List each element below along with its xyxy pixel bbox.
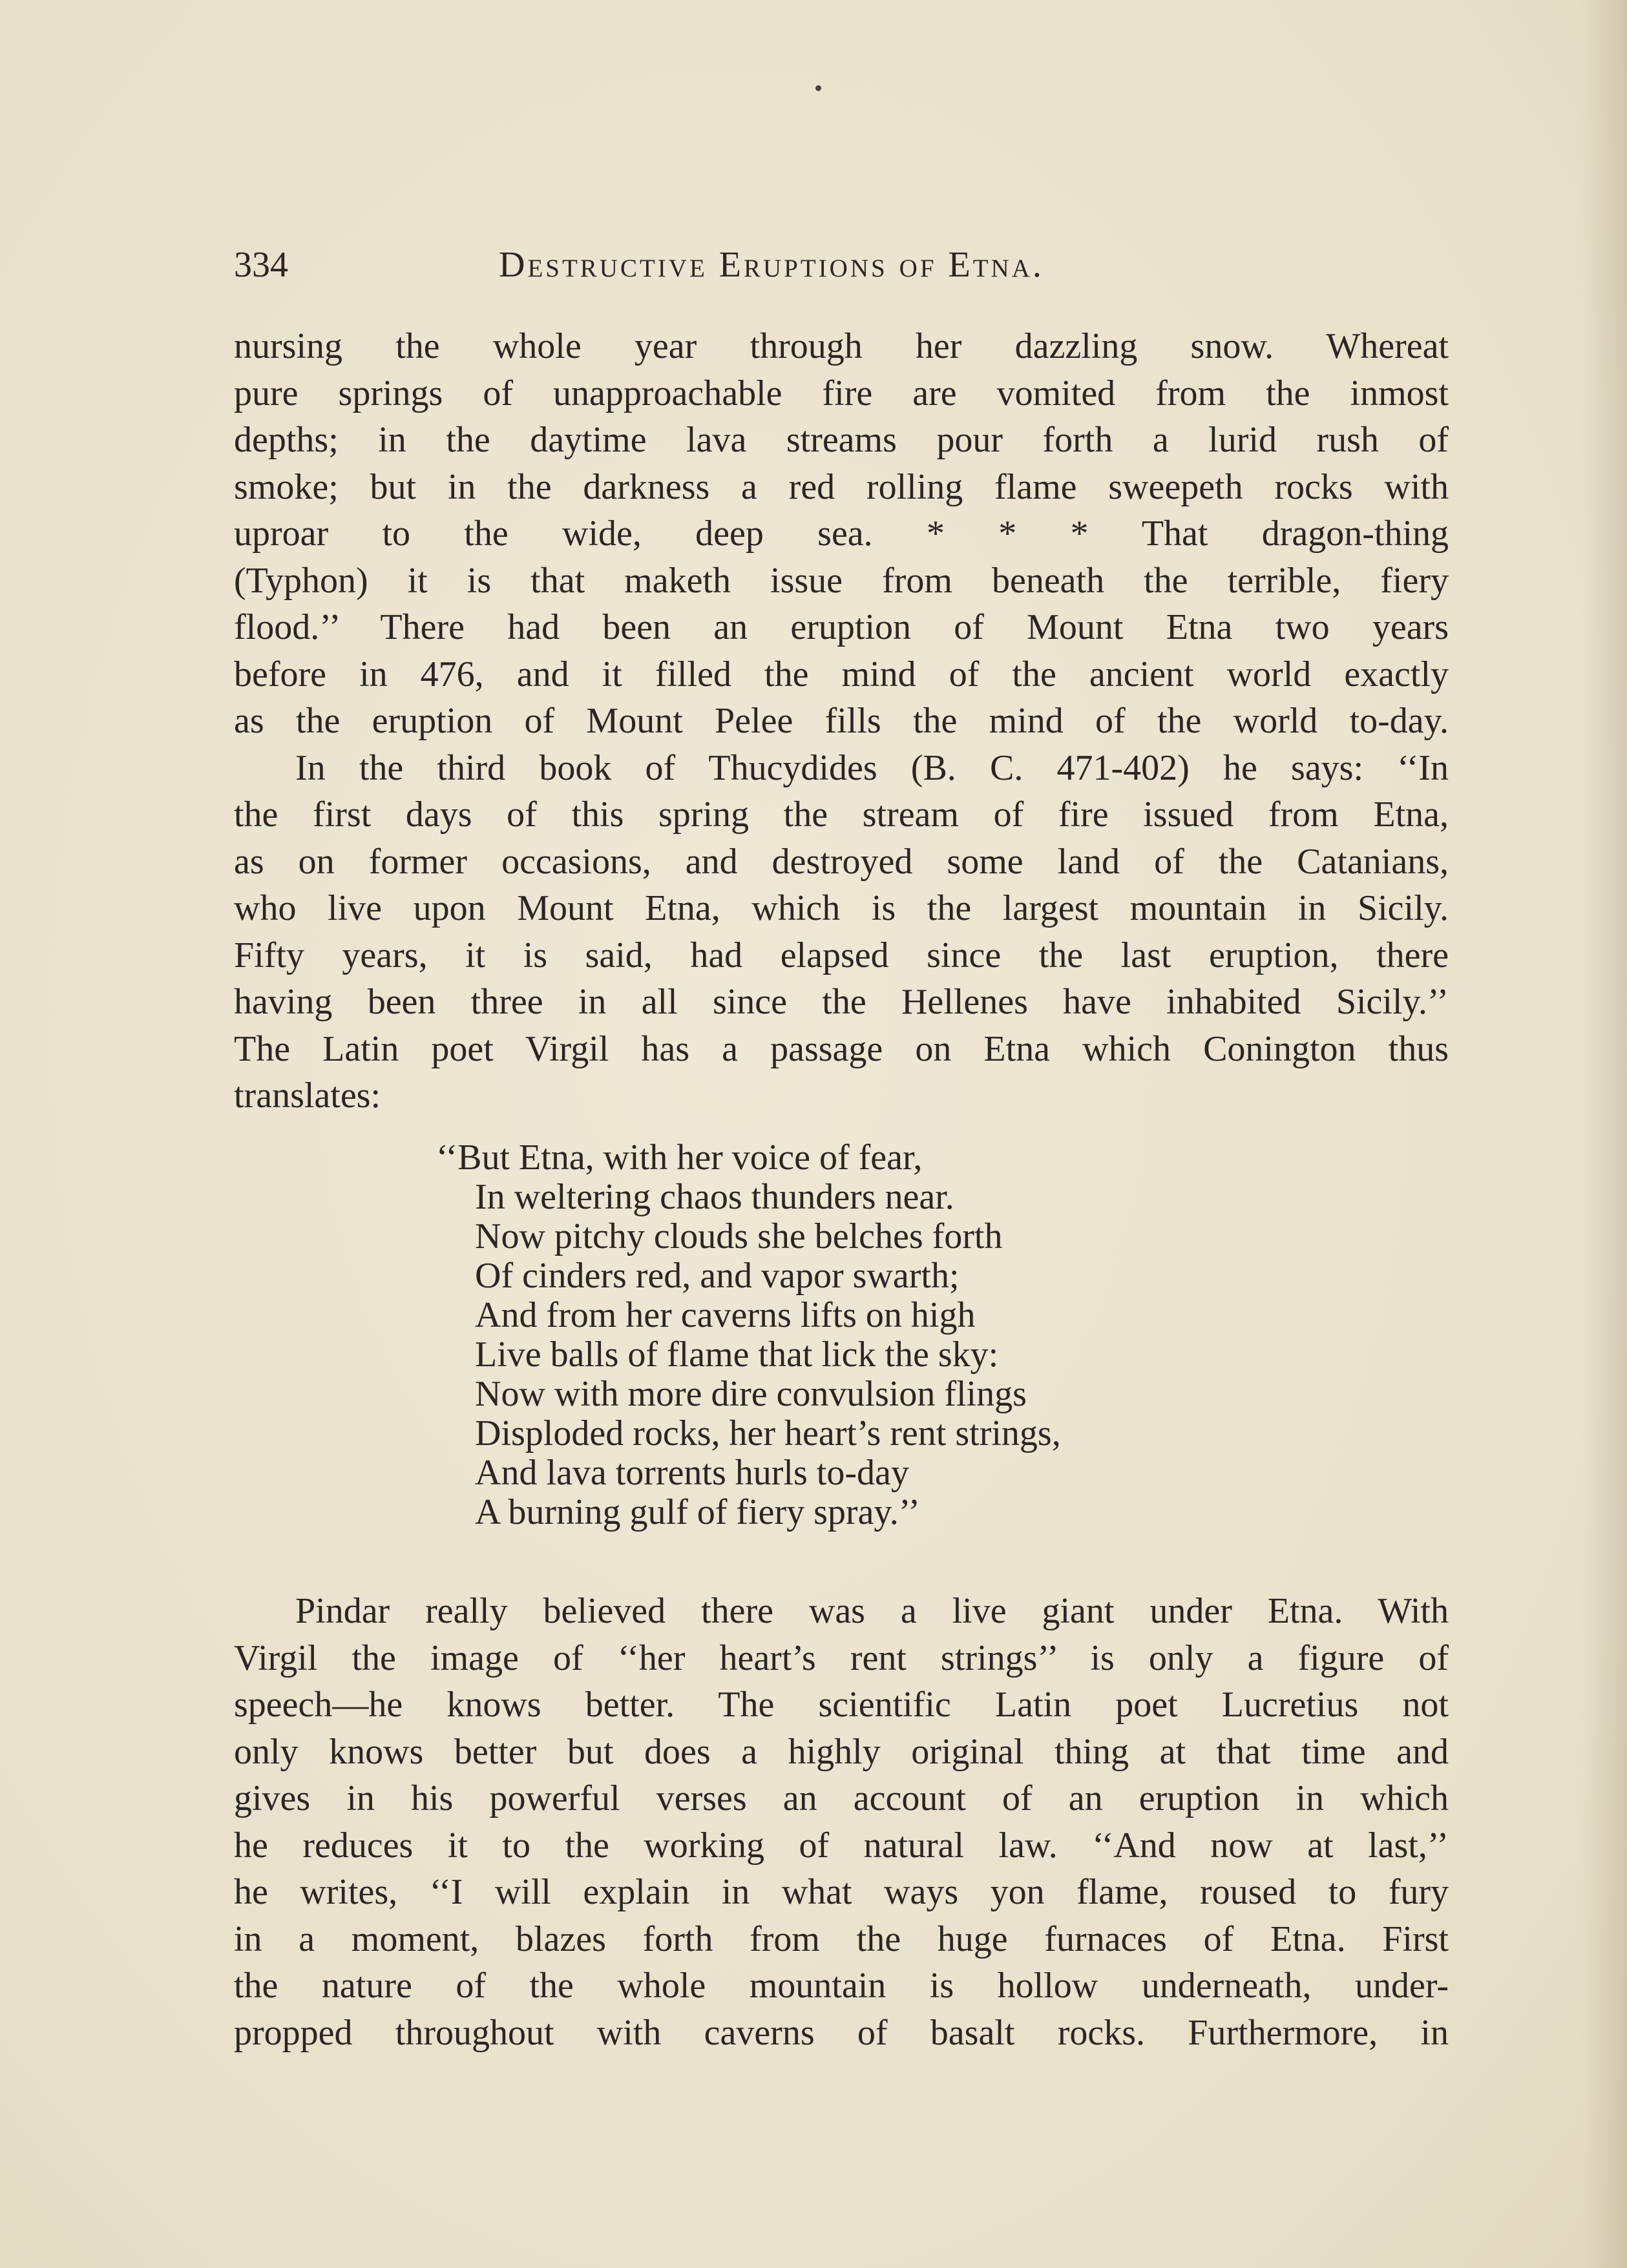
poem-line: ‘‘But Etna, with her voice of fear, — [436, 1138, 923, 1178]
poem-line: A burning gulf of fiery spray.’’ — [475, 1492, 920, 1532]
text-line: depths; in the daytime lava streams pour forth a lurid rush of — [234, 420, 1449, 460]
text-line: the first days of this spring the stream of fire issued from Etna, — [234, 795, 1449, 835]
poem-quotation — [436, 1138, 1061, 1532]
text-line: translates: — [234, 1076, 381, 1116]
text-line: uproar to the wide, deep sea. * * * That dragon-thing — [234, 514, 1449, 554]
poem-line: Now pitchy clouds she belches forth — [475, 1216, 1003, 1256]
page-number: 334 — [234, 245, 288, 285]
text-line: before in 476, and it filled the mind of the ancient world exactly — [234, 654, 1449, 694]
text-line: only knows better but does a highly original thing at that time and — [234, 1731, 1449, 1772]
text-line: the nature of the whole mountain is hollow underneath, under- — [234, 1966, 1449, 2006]
poem-line: Disploded rocks, her heart’s rent strings, — [475, 1413, 1061, 1453]
text-line: gives in his powerful verses an account of an eruption in which — [234, 1778, 1449, 1818]
text-line: he writes, ‘‘I will explain in what ways yon flame, roused to fury — [234, 1872, 1449, 1912]
text-line: as the eruption of Mount Pelee fills the mind of the world to-day. — [234, 701, 1449, 741]
text-line: propped throughout with caverns of basalt rocks. Furthermore, in — [234, 2012, 1449, 2053]
paragraph-block-2 — [234, 1588, 1449, 2056]
text-line: having been three in all since the Hellenes have inhabited Sicily.’’ — [234, 982, 1449, 1022]
poem-line: Of cinders red, and vapor swarth; — [475, 1256, 960, 1296]
page-edge-shadow — [1582, 0, 1627, 2268]
running-head: Destructive Eruptions of Etna. — [499, 245, 1044, 285]
text-line: Fifty years, it is said, had elapsed since the last eruption, there — [234, 935, 1449, 975]
text-line: in a moment, blazes forth from the huge furnaces of Etna. First — [234, 1919, 1449, 1959]
poem-line: Now with more dire convulsion flings — [475, 1374, 1027, 1414]
text-line: Pindar really believed there was a live giant under Etna. With — [295, 1591, 1449, 1631]
text-line: who live upon Mount Etna, which is the largest mountain in Sicily. — [234, 888, 1449, 928]
text-line: pure springs of unapproachable fire are vomited from the inmost — [234, 373, 1449, 413]
ink-dot — [815, 85, 821, 91]
text-line: Virgil the image of ‘‘her heart’s rent strings’’ is only a figure of — [234, 1638, 1449, 1678]
paragraph-block-1 — [234, 323, 1449, 1119]
text-line: (Typhon) it is that maketh issue from beneath the terrible, fiery — [234, 560, 1449, 601]
text-line: smoke; but in the darkness a red rolling flame sweepeth rocks with — [234, 466, 1449, 507]
text-line: flood.’’ There had been an eruption of Mount Etna two years — [234, 607, 1449, 647]
text-line: speech—he knows better. The scientific Latin poet Lucretius not — [234, 1685, 1449, 1725]
text-line: In the third book of Thucydides (B. C. 471-402) he says: ‘‘In — [295, 747, 1449, 788]
text-line: he reduces it to the working of natural law. ‘‘And now at last,’’ — [234, 1825, 1449, 1866]
page-header — [234, 244, 1449, 289]
text-line: nursing the whole year through her dazzling snow. Whereat — [234, 326, 1449, 366]
text-line: as on former occasions, and destroyed some land of the Catanians, — [234, 841, 1449, 882]
poem-line: And lava torrents hurls to-day — [475, 1453, 909, 1493]
poem-line: In weltering chaos thunders near. — [475, 1177, 954, 1217]
poem-line: And from her caverns lifts on high — [475, 1295, 976, 1335]
text-line: The Latin poet Virgil has a passage on Etna which Conington thus — [234, 1028, 1449, 1069]
poem-line: Live balls of flame that lick the sky: — [475, 1335, 999, 1375]
